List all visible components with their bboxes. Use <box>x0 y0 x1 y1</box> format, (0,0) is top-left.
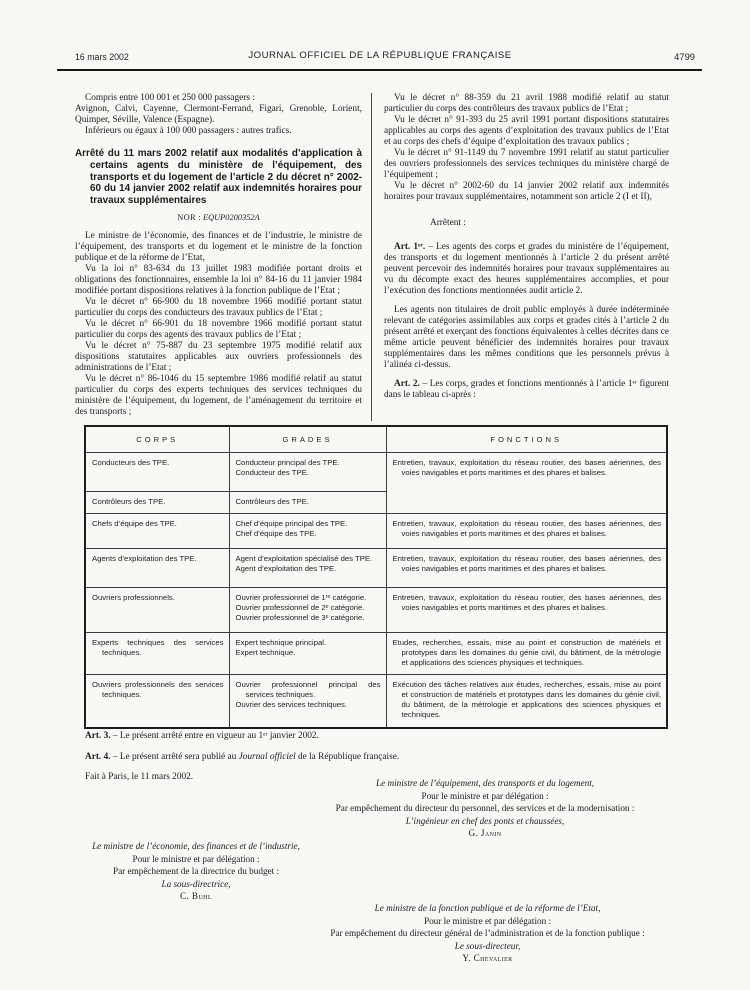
paragraph: Le ministre de l’économie, des finances et de l’industrie, le ministre de l’équipement, des transports et du logement et le ministre de la fonction publique et de la réforme de l’Etat, <box>75 230 362 263</box>
corps-cell: Contrôleurs des TPE. <box>92 497 166 506</box>
signature-empechement: Par empêchement du directeur général de l’administration et de la fonction publique : <box>330 928 645 939</box>
corps-cell: Conducteurs des TPE. <box>92 458 170 467</box>
grade-line: Chef d’équipe des TPE. <box>235 529 317 538</box>
corps-grades-table-wrap <box>84 425 666 729</box>
article-4-label: Art. 4. <box>85 751 111 762</box>
signature-delegation: Pour le ministre et par délégation : <box>421 790 549 801</box>
header-rule <box>57 69 702 71</box>
article-2-label: Art. 2. <box>394 379 420 389</box>
table-row <box>85 549 667 588</box>
table-header-row <box>85 426 667 453</box>
paragraph: Vu le décret n° 2002-60 du 14 janvier 2002 relatif aux indemnités horaires pour travaux supplémentaires, notamment son article 2 (I et II), <box>384 181 669 202</box>
article-3-text: – Le présent arrêté entre en vigueur au 1ᵉʳ janvier 2002. <box>112 731 319 741</box>
paragraph: Vu le décret n° 66-901 du 18 novembre 1966 modifié portant statut particulier du corps des agents des travaux publics de l’Etat ; <box>75 318 362 340</box>
signature-name: C. Buhl <box>180 891 212 902</box>
signature-empechement: Par empêchement du directeur du personnel, des services et de la modernisation : <box>335 803 635 814</box>
paragraph: Vu la loi n° 83-634 du 13 juillet 1983 modifiée portant droits et obligations des fonctionnaires, ensemble la loi n° 84-16 du 11 janvier 1984 modifiée portant dispositions relatives à la fonction publique de l’Etat ; <box>75 263 362 296</box>
article-2-text: – Les corps, grades et fonctions mentionnés à l’article 1ᵉʳ figurent dans le tableau ci-après : <box>384 379 669 400</box>
running-head <box>60 50 700 66</box>
paragraph: Inférieurs ou égaux à 100 000 passagers : autres trafics. <box>85 126 292 136</box>
table-row <box>85 633 667 675</box>
nor-label: NOR : <box>177 212 201 222</box>
table-row <box>85 588 667 633</box>
left-column <box>75 93 362 418</box>
signature-minister: Le ministre de l’équipement, des transports et du logement, <box>375 778 595 788</box>
intro-block <box>75 93 362 137</box>
arrete-heading: Arrêté du 11 mars 2002 relatif aux modalités d’application à certains agents du ministère de l’équipement, des transports et du logement de l’article 2 du décret n° 2002-60 du 14 janvier 2002 relatif aux indemnités horaires pour travaux supplémentaires <box>75 148 362 207</box>
signature-delegation: Pour le ministre et par délégation : <box>132 853 260 864</box>
grade-line: Ouvrier professionnel de 1ʳᵉ catégorie. <box>235 593 367 602</box>
signature-role: L’ingénieur en chef des ponts et chaussées, <box>405 815 565 826</box>
fonctions-cell: Entretien, travaux, exploitation du réseau routier, des bases aériennes, des voies navigables et ports maritimes et des phares et balises. <box>392 458 661 477</box>
signature-name: G. Janin <box>468 828 502 839</box>
nor-value: EQUP0200352A <box>202 212 260 222</box>
fonctions-cell: Entretien, travaux, exploitation du réseau routier, des bases aériennes, des voies navigables et ports maritimes et des phares et balises. <box>392 554 661 573</box>
signature-role: Le sous-directeur, <box>454 940 521 951</box>
signature-empechement: Par empêchement de la directrice du budget : <box>112 866 280 877</box>
right-column <box>384 93 669 401</box>
article-1-text: – Les agents des corps et grades du ministère de l’équipement, des transports et du logement mentionnés à l’article 2 du présent arrêté peuvent percevoir des indemnités horaires pour travaux supplémentaires au vu du décompte exact des heures supplémentaires accomplies, et pour l’exécution des fonctions mentionnées audit article 2. <box>384 242 669 296</box>
grade-line: Ouvrier des services techniques. <box>235 700 348 709</box>
arretent-line: Arrêtent : <box>430 218 466 228</box>
article-1-alinea: Les agents non titulaires de droit public employés à durée indéterminée relevant de catégories assimilables aux corps et grades cités à l’article 2 du présent arrêté et exerçant des fonctions équivalentes à celles décrites dans ce même article peuvent bénéficier des indemnités horaires pour travaux supplémentaires dans les mêmes conditions que les personnels prévus à l’alinéa ci-dessus. <box>384 305 669 370</box>
fait-a-paris-line: Fait à Paris, le 11 mars 2002. <box>85 772 194 782</box>
signature-block-equipement <box>278 777 692 840</box>
signature-minister: Le ministre de la fonction publique et de la réforme de l’Etat, <box>374 903 601 913</box>
table-row <box>85 453 667 492</box>
article-1 <box>384 242 669 297</box>
corps-cell: Experts techniques des services techniques. <box>92 638 224 657</box>
paragraph: Vu le décret n° 86-1046 du 15 septembre 1986 modifié relatif au statut particulier du corps des experts techniques des services techniques du ministère de l’équipement, du logement, de l’aménagement du territoire et des transports ; <box>75 373 362 417</box>
column-header-corps: CORPS <box>85 426 229 453</box>
table-row <box>85 675 667 728</box>
nor-line <box>75 212 362 223</box>
corps-cell: Ouvriers professionnels des services techniques. <box>92 680 224 699</box>
corps-cell: Ouvriers professionnels. <box>92 593 175 602</box>
table-row <box>85 514 667 549</box>
article-1-label: Art. 1ᵉʳ. <box>394 242 426 252</box>
grade-line: Agent d’exploitation spécialisé des TPE. <box>235 554 373 563</box>
column-divider-rule <box>371 93 372 421</box>
header-date: 16 mars 2002 <box>75 52 129 62</box>
grade-line: Conducteur des TPE. <box>235 468 309 477</box>
signature-block-fonction-publique <box>283 902 692 965</box>
paragraph: Vu le décret n° 88-359 du 21 avril 1988 modifié relatif au statut particulier du corps des contrôleurs des travaux publics de l’Etat ; <box>384 93 669 114</box>
paragraph: Vu le décret n° 91-393 du 25 avril 1991 portant dispositions statutaires applicables au corps des agents d’exploitation des travaux publics de l’Etat et au corps des chefs d’équipe d’exploitation des travaux publics ; <box>384 115 669 147</box>
page-number: 4799 <box>674 51 695 62</box>
corps-cell: Agents d’exploitation des TPE. <box>92 554 197 563</box>
fonctions-cell: Exécution des tâches relatives aux études, recherches, essais, mise au point et construction de matériels et prototypes dans les domaines du génie civil, du bâtiment, de la métrologie et applications des sciences physiques et techniques. <box>392 680 661 719</box>
journal-title: JOURNAL OFFICIEL DE LA RÉPUBLIQUE FRANÇAISE <box>248 50 512 61</box>
paragraph: Vu le décret n° 75-887 du 23 septembre 1975 modifié relatif aux dispositions statutaires applicables aux ouvriers professionnels des administrations de l’Etat ; <box>75 340 362 373</box>
article-3 <box>75 731 690 742</box>
grade-line: Expert technique principal. <box>235 638 327 647</box>
grade-line: Chef d’équipe principal des TPE. <box>235 519 348 528</box>
article-3-label: Art. 3. <box>85 731 111 741</box>
fonctions-cell: Entretien, travaux, exploitation du réseau routier, des bases aériennes, des voies navigables et ports maritimes et des phares et balises. <box>392 519 661 538</box>
grade-line: Ouvrier professionnel de 3ᵉ catégorie. <box>235 613 365 622</box>
article-2 <box>384 379 669 401</box>
column-header-grades: GRADES <box>229 426 386 453</box>
corps-cell: Chefs d’équipe des TPE. <box>92 519 177 528</box>
paragraph: Vu le décret n° 66-900 du 18 novembre 1966 modifié portant statut particulier du corps des conducteurs des travaux publics de l’Etat ; <box>75 296 362 318</box>
paragraph: Avignon, Calvi, Cayenne, Clermont-Ferrand, Figari, Grenoble, Lorient, Quimper, Séville, Valence (Espagne). <box>75 104 362 125</box>
grade-line: Conducteur principal des TPE. <box>235 458 340 467</box>
fonctions-cell: Entretien, travaux, exploitation du réseau routier, des bases aériennes, des voies navigables et ports maritimes et des phares et balises. <box>392 593 661 612</box>
signature-delegation: Pour le ministre et par délégation : <box>423 915 552 926</box>
grade-line: Ouvrier professionnel de 2ᵉ catégorie. <box>235 603 365 612</box>
fonctions-cell: Etudes, recherches, essais, mise au point et construction de matériels et prototypes dans les domaines du génie civil, du bâtiment, de la métrologie et applications des sciences physiques et techniques. <box>392 638 661 667</box>
signature-name: Y. Chevalier <box>462 953 513 964</box>
grade-line: Ouvrier professionnel principal des services techniques. <box>235 680 381 699</box>
column-header-fonctions: FONCTIONS <box>386 426 667 453</box>
article-4-text-after: de la République française. <box>295 751 400 762</box>
signature-minister: Le ministre de l’économie, des finances et de l’industrie, <box>92 841 300 851</box>
grade-line: Expert technique. <box>235 648 296 657</box>
article-4-text-before: – Le présent arrêté sera publié au <box>112 751 239 762</box>
signature-block-economie <box>55 840 337 903</box>
paragraph: Vu le décret n° 91-1149 du 7 novembre 1991 relatif au statut particulier des ouvriers professionnels des services techniques du ministère chargé de l’équipement ; <box>384 148 669 180</box>
grade-line: Contrôleurs des TPE. <box>235 497 309 506</box>
signature-role: La sous-directrice, <box>161 878 231 889</box>
corps-grades-table <box>84 425 668 729</box>
article-4-italic: Journal officiel <box>238 751 296 762</box>
paragraph: Compris entre 100 001 et 250 000 passagers : <box>85 93 255 103</box>
grade-line: Agent d’exploitation des TPE. <box>235 564 337 573</box>
article-4 <box>75 752 690 763</box>
